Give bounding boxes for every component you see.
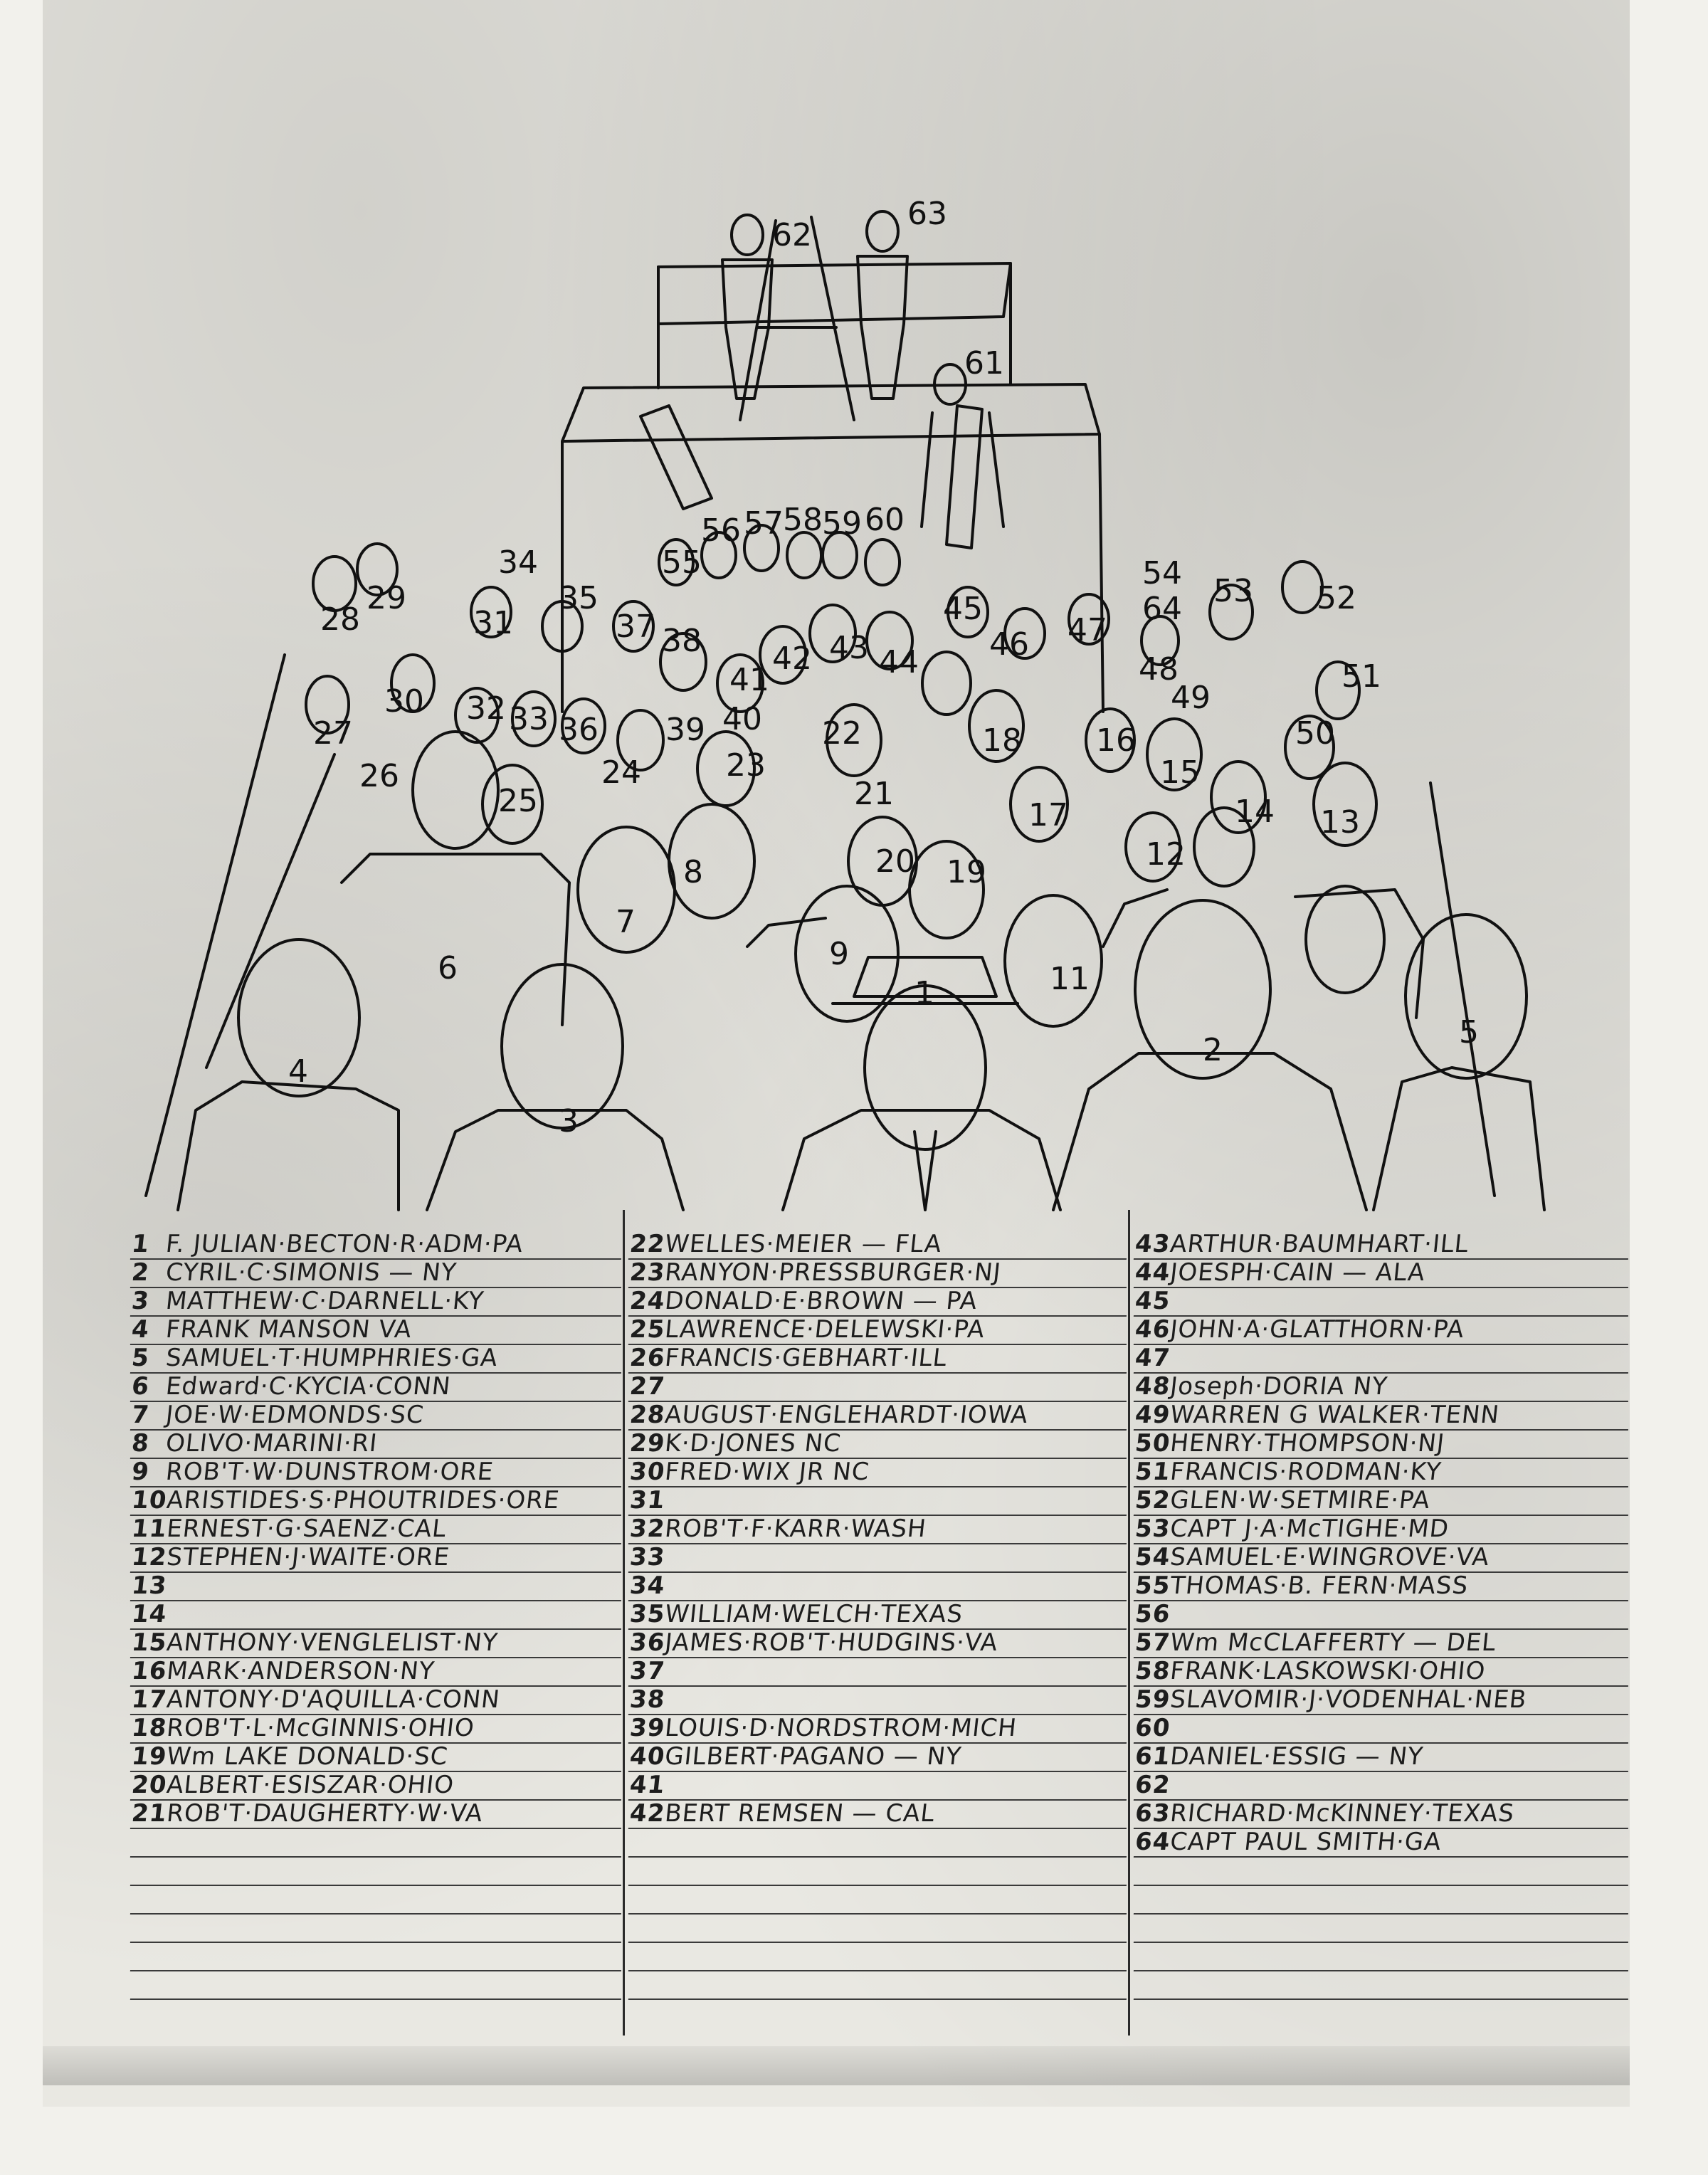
figure-label-26: 26 (359, 758, 399, 794)
roster-entry: ARTHUR·BAUMHART·ILL (1169, 1230, 1470, 1258)
roster-row (628, 1372, 1129, 1402)
roster-row (628, 1458, 1129, 1487)
roster-entry: THOMAS·B. FERN·MASS (1169, 1571, 1470, 1600)
figure-label-52: 52 (1317, 580, 1356, 616)
roster-row (1134, 1372, 1631, 1402)
roster-number: 30 (628, 1458, 667, 1486)
figure-label-25: 25 (498, 783, 538, 819)
roster-row (1134, 1230, 1631, 1260)
roster-entry: Wm McCLAFFERTY — DEL (1169, 1628, 1498, 1657)
figure-label-8: 8 (683, 854, 703, 890)
figure-label-62: 62 (772, 217, 812, 253)
roster-number: 5 (130, 1344, 151, 1372)
roster-number: 3 (130, 1287, 151, 1315)
roster-number: 2 (130, 1258, 151, 1287)
roster-row (628, 1401, 1129, 1431)
roster-row (628, 1714, 1129, 1744)
figure-label-34: 34 (498, 544, 538, 581)
roster-row (1134, 1543, 1631, 1573)
roster-row (628, 1742, 1129, 1772)
roster-row (1134, 1344, 1631, 1374)
roster-row (130, 1685, 624, 1715)
roster-row (130, 1287, 624, 1317)
roster-entry: SAMUEL·T·HUMPHRIES·GA (164, 1344, 500, 1372)
roster-number: 47 (1134, 1344, 1172, 1372)
roster-entry: DONALD·E·BROWN — PA (663, 1287, 979, 1315)
figure-label-59: 59 (822, 505, 862, 542)
roster-entry: MATTHEW·C·DARNELL·KY (164, 1287, 486, 1315)
ruled-line (1134, 1885, 1631, 1915)
roster-number: 23 (628, 1258, 667, 1287)
figure-label-29: 29 (367, 580, 406, 616)
figure-number-labels (288, 196, 1479, 1139)
roster-row (628, 1771, 1129, 1801)
roster-row (130, 1401, 624, 1431)
roster-row (1134, 1315, 1631, 1345)
roster-entry: ROB'T·W·DUNSTROM·ORE (164, 1458, 495, 1486)
roster-number: 58 (1134, 1657, 1172, 1685)
figure-label-41: 41 (729, 662, 769, 698)
roster-number: 44 (1134, 1258, 1172, 1287)
roster-row (130, 1543, 624, 1573)
roster-row (130, 1258, 624, 1288)
roster-row (1134, 1685, 1631, 1715)
roster-number: 40 (628, 1742, 667, 1771)
roster-entry: JAMES·ROB'T·HUDGINS·VA (663, 1628, 1000, 1657)
figure-label-16: 16 (1096, 722, 1136, 759)
figure-label-32: 32 (466, 690, 506, 727)
roster-row (1134, 1486, 1631, 1516)
ruled-line (1134, 1942, 1631, 1971)
roster-entry: CAPT PAUL SMITH·GA (1169, 1828, 1443, 1856)
roster-row (130, 1799, 624, 1829)
roster-number: 54 (1134, 1543, 1172, 1571)
roster-number: 43 (1134, 1230, 1172, 1258)
roster-entry: ALBERT·ESISZAR·OHIO (165, 1771, 456, 1799)
roster-row (628, 1543, 1129, 1573)
ruled-line (1134, 1970, 1631, 2000)
roster-row (1134, 1742, 1631, 1772)
roster-row (1134, 1401, 1631, 1431)
roster-number: 61 (1134, 1742, 1172, 1771)
figure-label-35: 35 (559, 580, 599, 616)
photocopy-edge-shadow (43, 2046, 1630, 2085)
figure-label-55: 55 (662, 544, 702, 581)
roster-number: 8 (130, 1429, 151, 1458)
roster-row (1134, 1714, 1631, 1744)
roster-number: 12 (130, 1543, 169, 1571)
roster-entry: K·D·JONES NC (663, 1429, 843, 1458)
figure-label-13: 13 (1320, 804, 1360, 841)
roster-row (130, 1230, 624, 1260)
figure-label-61: 61 (964, 345, 1004, 381)
ruled-line (628, 1942, 1129, 1971)
roster-entry: GLEN·W·SETMIRE·PA (1169, 1486, 1432, 1515)
roster-row (130, 1372, 624, 1402)
roster-number: 13 (130, 1571, 169, 1600)
roster-row (1134, 1258, 1631, 1288)
figure-label-42: 42 (772, 641, 812, 677)
roster-number: 33 (628, 1543, 667, 1571)
roster-number: 59 (1134, 1685, 1172, 1714)
figure-label-1: 1 (914, 975, 934, 1011)
roster-number: 20 (130, 1771, 169, 1799)
roster-number: 52 (1134, 1486, 1172, 1515)
roster-number: 46 (1134, 1315, 1172, 1344)
roster-number: 21 (130, 1799, 169, 1828)
roster-row (130, 1429, 624, 1459)
figure-label-64: 64 (1142, 591, 1182, 627)
roster-entry: Edward·C·KYCIA·CONN (164, 1372, 453, 1401)
roster-row (130, 1742, 624, 1772)
figure-label-39: 39 (665, 712, 705, 748)
roster-number: 36 (628, 1628, 667, 1657)
roster-row (628, 1657, 1129, 1687)
figure-label-48: 48 (1139, 651, 1179, 688)
sketch-outline (146, 211, 1544, 1210)
figure-label-14: 14 (1235, 794, 1275, 830)
roster-row (1134, 1571, 1631, 1601)
roster-row (628, 1628, 1129, 1658)
roster-number: 29 (628, 1429, 667, 1458)
roster-number: 4 (130, 1315, 151, 1344)
figure-label-6: 6 (438, 950, 458, 986)
roster-number: 45 (1134, 1287, 1172, 1315)
roster-table (132, 1210, 1630, 2036)
roster-row (628, 1515, 1129, 1544)
roster-number: 22 (628, 1230, 667, 1258)
figure-label-37: 37 (616, 609, 655, 645)
roster-entry: ANTHONY·VENGLELIST·NY (165, 1628, 500, 1657)
ruled-line (130, 1970, 624, 2000)
ruled-line (130, 1885, 624, 1915)
roster-column-2 (630, 1210, 1128, 2036)
roster-row (628, 1571, 1129, 1601)
figure-label-19: 19 (947, 854, 986, 890)
roster-entry: WILLIAM·WELCH·TEXAS (663, 1600, 965, 1628)
roster-number: 7 (130, 1401, 151, 1429)
figure-label-44: 44 (879, 644, 919, 680)
roster-entry: ROB'T·L·McGINNIS·OHIO (165, 1714, 476, 1742)
ruled-line (130, 1942, 624, 1971)
roster-row (130, 1628, 624, 1658)
figure-label-22: 22 (822, 715, 862, 752)
figure-label-51: 51 (1341, 658, 1381, 695)
roster-row (1134, 1515, 1631, 1544)
figure-label-24: 24 (601, 754, 641, 791)
roster-row (130, 1458, 624, 1487)
roster-number: 26 (628, 1344, 667, 1372)
roster-entry: DANIEL·ESSIG — NY (1169, 1742, 1425, 1771)
figure-label-9: 9 (829, 936, 849, 972)
figure-label-56: 56 (701, 512, 741, 549)
roster-entry: WELLES·MEIER — FLA (663, 1230, 944, 1258)
figure-label-18: 18 (982, 722, 1022, 759)
figure-label-27: 27 (313, 715, 353, 752)
roster-row (628, 1230, 1129, 1260)
ruled-line (1134, 1913, 1631, 1943)
roster-number: 39 (628, 1714, 667, 1742)
ruled-line (628, 1913, 1129, 1943)
roster-entry: GILBERT·PAGANO — NY (663, 1742, 964, 1771)
ruled-line (628, 1970, 1129, 2000)
roster-row (628, 1315, 1129, 1345)
roster-number: 1 (130, 1230, 151, 1258)
roster-entry: F. JULIAN·BECTON·R·ADM·PA (164, 1230, 525, 1258)
roster-number: 50 (1134, 1429, 1172, 1458)
roster-row (130, 1714, 624, 1744)
ruled-line (628, 1828, 1129, 1858)
roster-entry: Joseph·DORIA NY (1169, 1372, 1389, 1401)
roster-column-3 (1135, 1210, 1630, 2036)
figure-label-54: 54 (1142, 555, 1182, 591)
roster-number: 19 (130, 1742, 169, 1771)
figure-label-31: 31 (473, 605, 513, 641)
roster-row (130, 1486, 624, 1516)
figure-label-49: 49 (1171, 680, 1211, 716)
roster-number: 42 (628, 1799, 667, 1828)
roster-entry: Wm LAKE DONALD·SC (165, 1742, 450, 1771)
roster-row (1134, 1628, 1631, 1658)
figure-label-36: 36 (559, 712, 599, 748)
figure-label-2: 2 (1203, 1032, 1223, 1068)
roster-entry: BERT REMSEN — CAL (663, 1799, 937, 1828)
figure-label-23: 23 (726, 747, 766, 784)
roster-number: 31 (628, 1486, 667, 1515)
column-divider-2 (1128, 1210, 1130, 2036)
roster-row (628, 1429, 1129, 1459)
roster-entry: OLIVO·MARINI·RI (164, 1429, 379, 1458)
roster-row (130, 1315, 624, 1345)
roster-number: 37 (628, 1657, 667, 1685)
roster-row (130, 1600, 624, 1630)
roster-entry: CYRIL·C·SIMONIS — NY (164, 1258, 458, 1287)
roster-row (628, 1287, 1129, 1317)
roster-number: 60 (1134, 1714, 1172, 1742)
figure-label-47: 47 (1068, 612, 1107, 648)
roster-entry: JOESPH·CAIN — ALA (1169, 1258, 1427, 1287)
roster-entry: FRANCIS·RODMAN·KY (1169, 1458, 1443, 1486)
figure-label-63: 63 (907, 196, 947, 232)
figure-label-12: 12 (1146, 836, 1186, 873)
roster-entry: ANTONY·D'AQUILLA·CONN (165, 1685, 502, 1714)
ruled-line (130, 1856, 624, 1886)
roster-number: 62 (1134, 1771, 1172, 1799)
roster-number: 64 (1134, 1828, 1172, 1856)
roster-entry: ROB'T·DAUGHERTY·W·VA (165, 1799, 485, 1828)
roster-row (130, 1571, 624, 1601)
figure-label-3: 3 (559, 1103, 579, 1139)
roster-entry: FRANK MANSON VA (164, 1315, 413, 1344)
roster-number: 41 (628, 1771, 667, 1799)
roster-row (1134, 1799, 1631, 1829)
figure-label-17: 17 (1028, 797, 1068, 833)
roster-number: 55 (1134, 1571, 1172, 1600)
roster-entry: HENRY·THOMPSON·NJ (1169, 1429, 1447, 1458)
roster-number: 11 (130, 1515, 169, 1543)
ruled-line (130, 1828, 624, 1858)
roster-entry: RANYON·PRESSBURGER·NJ (663, 1258, 1003, 1287)
roster-number: 9 (130, 1458, 151, 1486)
roster-entry: AUGUST·ENGLEHARDT·IOWA (663, 1401, 1030, 1429)
ruled-line (1134, 1856, 1631, 1886)
figure-label-7: 7 (616, 904, 636, 940)
figure-label-38: 38 (662, 623, 702, 659)
roster-row (130, 1657, 624, 1687)
roster-entry: SAMUEL·E·WINGROVE·VA (1169, 1543, 1491, 1571)
roster-row (628, 1799, 1129, 1829)
roster-number: 57 (1134, 1628, 1172, 1657)
figure-label-11: 11 (1050, 961, 1090, 997)
figure-label-43: 43 (829, 630, 869, 666)
roster-entry: FRED·WIX JR NC (663, 1458, 871, 1486)
figure-label-5: 5 (1459, 1014, 1479, 1050)
roster-row (1134, 1600, 1631, 1630)
roster-row (1134, 1771, 1631, 1801)
figure-label-20: 20 (875, 843, 915, 880)
roster-number: 6 (130, 1372, 151, 1401)
roster-number: 35 (628, 1600, 667, 1628)
roster-entry: LOUIS·D·NORDSTROM·MICH (663, 1714, 1018, 1742)
roster-column-1 (132, 1210, 623, 2036)
roster-number: 18 (130, 1714, 169, 1742)
figure-label-30: 30 (384, 683, 424, 720)
roster-number: 27 (628, 1372, 667, 1401)
ruled-line (628, 1885, 1129, 1915)
roster-number: 53 (1134, 1515, 1172, 1543)
roster-entry: RICHARD·McKINNEY·TEXAS (1169, 1799, 1517, 1828)
figure-label-57: 57 (744, 505, 784, 542)
roster-number: 28 (628, 1401, 667, 1429)
figure-label-40: 40 (722, 701, 762, 737)
roster-entry: STEPHEN·J·WAITE·ORE (165, 1543, 451, 1571)
roster-entry: ROB'T·F·KARR·WASH (663, 1515, 928, 1543)
roster-row (628, 1685, 1129, 1715)
roster-number: 32 (628, 1515, 667, 1543)
roster-number: 56 (1134, 1600, 1172, 1628)
roster-row (130, 1344, 624, 1374)
roster-row (628, 1258, 1129, 1288)
figure-label-60: 60 (865, 502, 905, 538)
column-divider-1 (623, 1210, 625, 2036)
figure-label-33: 33 (509, 701, 549, 737)
roster-entry: JOE·W·EDMONDS·SC (164, 1401, 426, 1429)
roster-entry: LAWRENCE·DELEWSKI·PA (663, 1315, 986, 1344)
figure-label-46: 46 (989, 626, 1029, 663)
ruled-line (130, 1913, 624, 1943)
roster-number: 16 (130, 1657, 169, 1685)
figure-label-4: 4 (288, 1053, 308, 1090)
roster-row (1134, 1458, 1631, 1487)
roster-entry: ERNEST·G·SAENZ·CAL (165, 1515, 448, 1543)
roster-row (130, 1515, 624, 1544)
roster-number: 48 (1134, 1372, 1172, 1401)
ruled-line (628, 1856, 1129, 1886)
roster-number: 63 (1134, 1799, 1172, 1828)
roster-number: 14 (130, 1600, 169, 1628)
figure-label-15: 15 (1160, 754, 1200, 791)
roster-number: 10 (130, 1486, 169, 1515)
figure-label-53: 53 (1213, 573, 1253, 609)
roster-entry: JOHN·A·GLATTHORN·PA (1169, 1315, 1466, 1344)
roster-entry: SLAVOMIR·J·VODENHAL·NEB (1169, 1685, 1529, 1714)
roster-row (1134, 1828, 1631, 1858)
roster-row (1134, 1657, 1631, 1687)
figure-label-28: 28 (320, 601, 360, 638)
roster-entry: FRANCIS·GEBHART·ILL (663, 1344, 949, 1372)
roster-entry: CAPT J·A·McTIGHE·MD (1169, 1515, 1451, 1543)
roster-row (130, 1771, 624, 1801)
roster-entry: WARREN G WALKER·TENN (1169, 1401, 1501, 1429)
roster-row (1134, 1287, 1631, 1317)
roster-row (1134, 1429, 1631, 1459)
figure-label-45: 45 (943, 591, 983, 627)
roster-number: 17 (130, 1685, 169, 1714)
figure-label-50: 50 (1295, 715, 1335, 752)
figure-label-58: 58 (783, 502, 823, 538)
roster-number: 24 (628, 1287, 667, 1315)
roster-number: 51 (1134, 1458, 1172, 1486)
roster-entry: FRANK·LASKOWSKI·OHIO (1169, 1657, 1487, 1685)
roster-row (628, 1486, 1129, 1516)
roster-number: 15 (130, 1628, 169, 1657)
roster-entry: ARISTIDES·S·PHOUTRIDES·ORE (165, 1486, 562, 1515)
roster-number: 38 (628, 1685, 667, 1714)
figure-label-21: 21 (854, 776, 894, 812)
roster-number: 49 (1134, 1401, 1172, 1429)
roster-row (628, 1344, 1129, 1374)
roster-number: 25 (628, 1315, 667, 1344)
roster-row (628, 1600, 1129, 1630)
roster-entry: MARK·ANDERSON·NY (165, 1657, 436, 1685)
roster-number: 34 (628, 1571, 667, 1600)
